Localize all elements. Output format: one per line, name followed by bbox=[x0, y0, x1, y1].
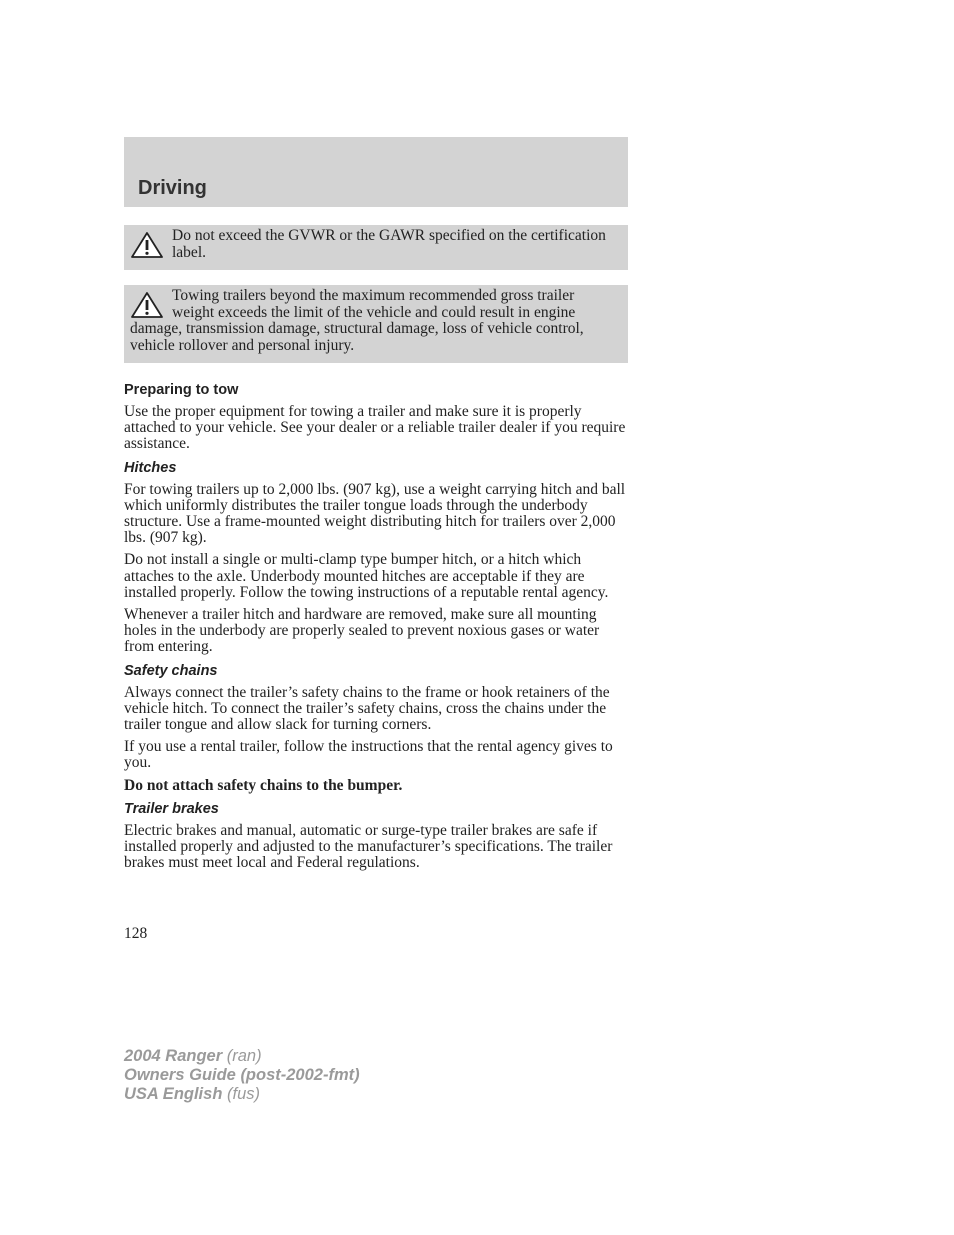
paragraph: Electric brakes and manual, automatic or surge-type trailer brakes are safe if installed properly and adjusted to the manufacturer’s specifications. The trailer brakes must meet local and Federal regulations. bbox=[124, 821, 613, 872]
paragraph: Do not install a single or multi-clamp type bumper hitch, or a hitch which attaches to the axle. Underbody mounted hitches are acceptable if they are installed properly. Follow the towing instructions of a reputable rental agency. bbox=[124, 551, 609, 601]
warning-box bbox=[124, 285, 628, 363]
footer-language-code: (fus) bbox=[227, 1085, 260, 1103]
heading-hitches: Hitches bbox=[124, 459, 177, 476]
page-number: 128 bbox=[124, 925, 148, 942]
paragraph: For towing trailers up to 2,000 lbs. (907 kg), use a weight carrying hitch and ball which uniformly distributes the trailer tongue loads through the underbody structure. Use a frame-mounted weight distributing hitch for trailers over 2,000 lbs. (907 kg). bbox=[124, 480, 626, 547]
warning-text: Towing trailers beyond the maximum recommended gross trailer weight exceeds the limit of the vehicle and could result in engine damage, transmission damage, structural damage, loss of vehicle control, vehicle rollover and personal injury. bbox=[130, 287, 584, 354]
footer-line-model bbox=[124, 1047, 360, 1066]
footer-language: USA English bbox=[124, 1085, 223, 1103]
footer-model: 2004 Ranger bbox=[124, 1047, 223, 1065]
main-content bbox=[124, 381, 630, 877]
heading-safety-chains: Safety chains bbox=[124, 662, 218, 679]
footer-model-code: (ran) bbox=[226, 1047, 262, 1065]
warning-text: Do not exceed the GVWR or the GAWR specified on the certification label. bbox=[172, 227, 606, 261]
warning-triangle-icon bbox=[130, 291, 164, 319]
section-header-band bbox=[124, 137, 628, 207]
warning-triangle-icon bbox=[130, 231, 164, 259]
section-title: Driving bbox=[138, 177, 207, 199]
heading-trailer-brakes: Trailer brakes bbox=[124, 800, 219, 817]
heading-preparing-to-tow: Preparing to tow bbox=[124, 382, 239, 398]
footer-guide: Owners Guide (post-2002-fmt) bbox=[124, 1066, 360, 1084]
warning-box bbox=[124, 225, 628, 270]
bold-notice: Do not attach safety chains to the bumper. bbox=[124, 776, 403, 794]
footer-line-language bbox=[124, 1085, 360, 1104]
document-footer bbox=[124, 1047, 360, 1104]
paragraph: Always connect the trailer’s safety chains to the frame or hook retainers of the vehicle hitch. To connect the trailer’s safety chains, cross the chains under the trailer tongue and allow slack for turning corners. bbox=[124, 683, 610, 734]
paragraph: Use the proper equipment for towing a trailer and make sure it is properly attached to your vehicle. See your dealer or a reliable trailer dealer if you require assistance. bbox=[124, 403, 626, 453]
paragraph: If you use a rental trailer, follow the instructions that the rental agency gives to you. bbox=[124, 738, 613, 772]
paragraph: Whenever a trailer hitch and hardware are removed, make sure all mounting holes in the underbody are properly sealed to prevent noxious gases or water from entering. bbox=[124, 606, 600, 656]
